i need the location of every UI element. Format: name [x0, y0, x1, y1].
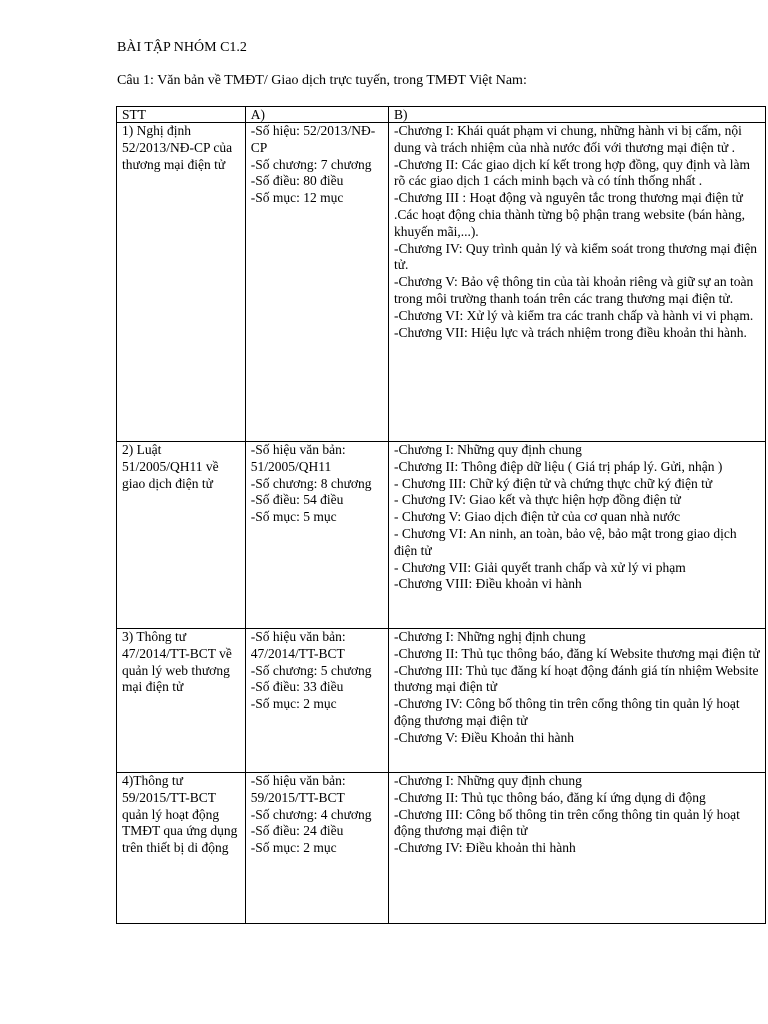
cell-line: -Số hiệu văn bản: 51/2005/QH11 — [250, 442, 346, 474]
cell-line: -Số điều: 33 điều — [250, 679, 344, 695]
cell-line: -Chương VII: Hiệu lực và trách nhiệm trong điều khoản thi hành. — [393, 324, 747, 340]
table-row — [117, 629, 766, 773]
question-text: Câu 1: Văn bản về TMĐT/ Giao dịch trực tuyến, trong TMĐT Việt Nam: — [117, 73, 527, 88]
cell-b — [388, 629, 765, 773]
cell-line: -Số mục: 12 mục — [250, 190, 344, 206]
cell-line: - Chương V: Giao dịch điện tử của cơ quan nhà nước — [393, 509, 681, 525]
cell-b — [388, 123, 765, 442]
table-row — [117, 123, 766, 442]
cell-line: -Chương VIII: Điều khoản vi hành — [393, 576, 582, 592]
cell-line: -Chương II: Thủ tục thông báo, đăng kí Website thương mại điện tử — [393, 645, 760, 661]
cell-line: -Số hiệu văn bản: 47/2014/TT-BCT — [250, 629, 346, 661]
cell-line: -Chương I: Khái quát phạm vi chung, những hành vi bị cấm, nội dung và trách nhiệm của nhà nước đối với thương mại điện tử . — [393, 123, 742, 155]
cell-line: -Số mục: 5 mục — [250, 509, 337, 525]
cell-line: -Số chương: 5 chương — [250, 662, 372, 678]
table-header-row — [117, 107, 766, 123]
cell-line: -Số chương: 8 chương — [250, 475, 372, 491]
cell-line: -Số điều: 54 điều — [250, 492, 344, 508]
cell-line: -Số chương: 7 chương — [250, 156, 372, 172]
cell-line: -Chương V: Bảo vệ thông tin của tài khoản riêng và giữ sự an toàn trong môi trường thanh toán trên các trang thương mại điện tử. — [393, 274, 754, 306]
header-stt: STT — [117, 107, 246, 123]
cell-line: -Chương VI: Xử lý và kiểm tra các tranh chấp và hành vi vi phạm. — [393, 307, 754, 323]
cell-line: -Chương III : Hoạt động và nguyên tắc trong thương mại điện tử .Các hoạt động chia thành từng bộ phận trang website (bán hàng, khuyến mãi,...). — [393, 190, 746, 239]
header-b: B) — [388, 107, 765, 123]
cell-line: -Số chương: 4 chương — [250, 806, 372, 822]
cell-line: -Chương IV: Công bố thông tin trên cổng thông tin quản lý hoạt động thương mại điện tử — [393, 696, 740, 728]
cell-line: -Chương II: Các giao dịch kí kết trong hợp đồng, quy định và làm rõ các giao dịch 1 cách minh bạch và có tính thống nhất . — [393, 156, 750, 189]
cell-line: -Chương III: Thủ tục đăng kí hoạt động đánh giá tín nhiệm Website thương mại điện tử — [393, 662, 759, 695]
cell-a — [245, 123, 388, 442]
cell-line: -Số điều: 24 điều — [250, 823, 344, 839]
cell-line: - Chương III: Chữ ký điện tử và chứng thực chữ ký điện tử — [393, 475, 713, 491]
cell-stt: 3) Thông tư 47/2014/TT-BCT về quản lý web thương mại điện tử — [117, 629, 246, 773]
cell-line: -Chương I: Những quy định chung — [393, 773, 582, 788]
cell-a — [245, 773, 388, 924]
cell-stt: 2) Luật 51/2005/QH11 về giao dịch điện tử — [117, 442, 246, 629]
cell-a — [245, 442, 388, 629]
cell-line: - Chương VI: An ninh, an toàn, bảo vệ, bảo mật trong giao dịch điện tử — [393, 525, 737, 558]
cell-line: -Số điều: 80 điều — [250, 173, 344, 189]
cell-b — [388, 773, 765, 924]
cell-stt: 1) Nghị định 52/2013/NĐ-CP của thương mại điện tử — [117, 123, 246, 442]
cell-line: - Chương IV: Giao kết và thực hiện hợp đồng điện tử — [393, 492, 681, 508]
table-row — [117, 773, 766, 924]
cell-line: -Số hiệu văn bản: 59/2015/TT-BCT — [250, 773, 346, 805]
header-a: A) — [245, 107, 388, 123]
cell-a — [245, 629, 388, 773]
cell-line: -Số mục: 2 mục — [250, 696, 337, 712]
table-row — [117, 442, 766, 629]
cell-line: -Chương IV: Quy trình quản lý và kiểm soát trong thương mại điện tử. — [393, 240, 758, 273]
cell-line: -Số hiệu: 52/2013/NĐ-CP — [250, 123, 376, 155]
cell-line: -Chương I: Những quy định chung — [393, 442, 582, 457]
cell-line: -Chương III: Công bố thông tin trên cổng thông tin quản lý hoạt động thương mại điện tử — [393, 806, 740, 839]
cell-line: -Chương II: Thông điệp dữ liệu ( Giá trị pháp lý. Gửi, nhận ) — [393, 458, 723, 474]
regulations-table — [116, 106, 766, 924]
cell-line: -Chương IV: Điều khoản thi hành — [393, 840, 576, 856]
cell-stt: 4)Thông tư 59/2015/TT-BCT quản lý hoạt động TMĐT qua ứng dụng trên thiết bị di động — [117, 773, 246, 924]
document-heading: BÀI TẬP NHÓM C1.2 — [117, 40, 247, 55]
cell-b — [388, 442, 765, 629]
cell-line: -Chương V: Điều Khoản thi hành — [393, 729, 575, 745]
cell-line: -Số mục: 2 mục — [250, 840, 337, 856]
cell-line: -Chương II: Thủ tục thông báo, đăng kí ứng dụng di động — [393, 789, 706, 805]
cell-line: - Chương VII: Giải quyết tranh chấp và xử lý vi phạm — [393, 559, 686, 575]
cell-line: -Chương I: Những nghị định chung — [393, 629, 586, 644]
